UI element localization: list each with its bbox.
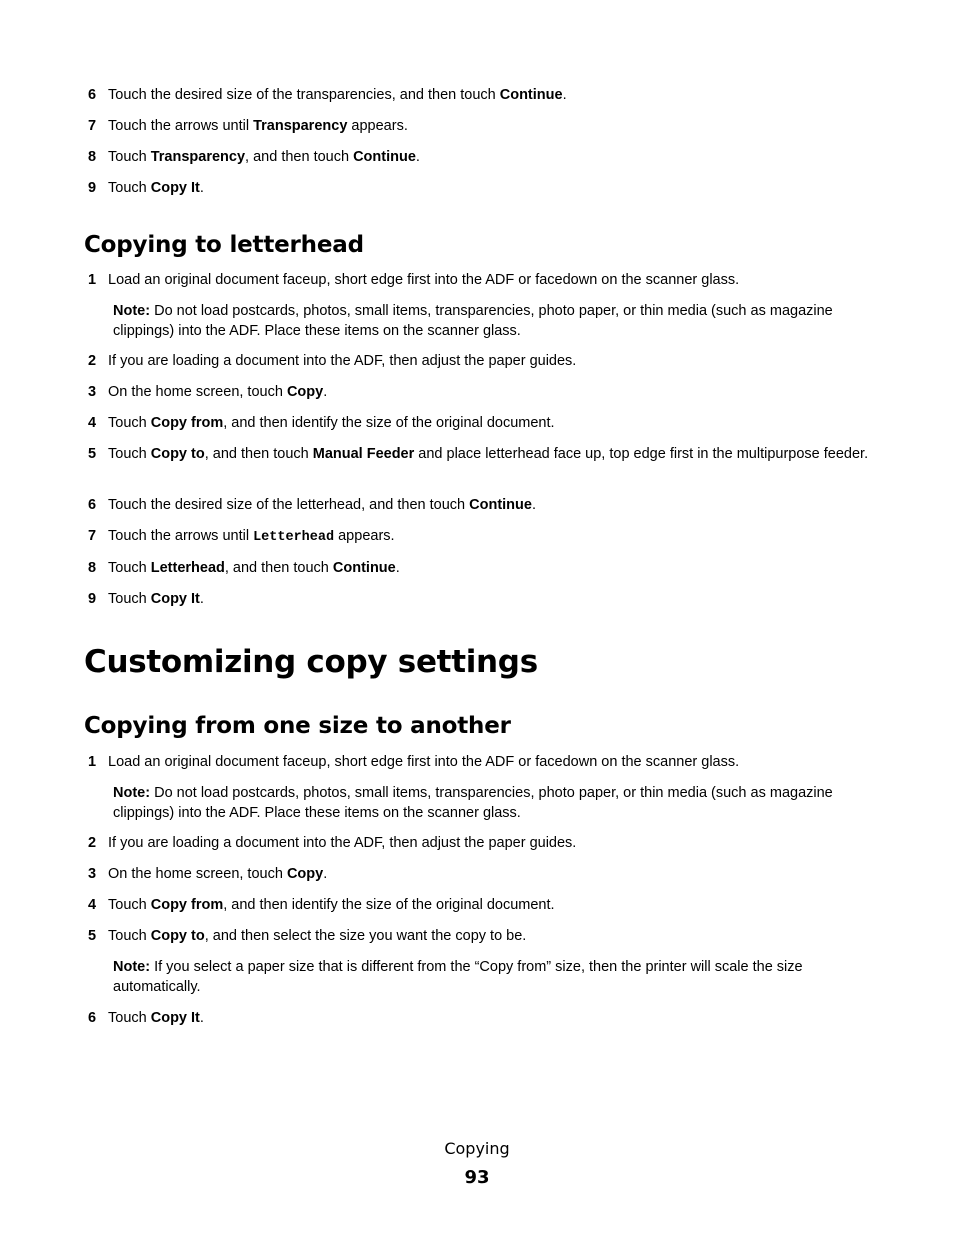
note: Note: Do not load postcards, photos, small items, transparencies, photo paper, or thin media (such as magazine clippings) into the ADF. Place these items on the scanner glass. [113, 785, 833, 821]
step-item: 3 On the home screen, touch Copy. [88, 866, 328, 882]
step-item: 9 Touch Copy It. [88, 591, 204, 607]
note: Note: Do not load postcards, photos, small items, transparencies, photo paper, or thin media (such as magazine clippings) into the ADF. Place these items on the scanner glass. [113, 303, 833, 339]
step-item: 2 If you are loading a document into the ADF, then adjust the paper guides. [88, 835, 577, 851]
step-item: 2 If you are loading a document into the ADF, then adjust the paper guides. [88, 353, 577, 369]
step-item: 5 Touch Copy to, and then touch Manual Feeder and place letterhead face up, top edge first in the multipurpose feeder. [88, 446, 869, 462]
step-item: 6 Touch the desired size of the transparencies, and then touch Continue. [88, 87, 567, 103]
step-item: 9 Touch Copy It. [88, 180, 204, 196]
chapter-heading: Customizing copy settings [84, 644, 538, 680]
step-item: 6 Touch the desired size of the letterhead, and then touch Continue. [88, 497, 536, 513]
footer-section-label: Copying [444, 1139, 510, 1158]
step-item: 8 Touch Letterhead, and then touch Continue. [88, 560, 400, 576]
step-item: 8 Touch Transparency, and then touch Continue. [88, 149, 420, 165]
step-item: 4 Touch Copy from, and then identify the size of the original document. [88, 897, 555, 913]
step-item: 1 Load an original document faceup, short edge first into the ADF or facedown on the scanner glass. [88, 754, 740, 770]
section-heading: Copying to letterhead [84, 232, 364, 258]
step-item: 7 Touch the arrows until Transparency appears. [88, 118, 408, 134]
step-item: 5 Touch Copy to, and then select the size you want the copy to be. [88, 928, 527, 944]
step-item: 6 Touch Copy It. [88, 1010, 204, 1026]
page-number: 93 [464, 1167, 490, 1188]
step-item: 1 Load an original document faceup, short edge first into the ADF or facedown on the scanner glass. [88, 272, 740, 288]
note: Note: If you select a paper size that is different from the “Copy from” size, then the printer will scale the size automatically. [113, 959, 803, 995]
step-item: 7 Touch the arrows until Letterhead appears. [88, 528, 395, 545]
step-item: 4 Touch Copy from, and then identify the size of the original document. [88, 415, 555, 431]
section-heading: Copying from one size to another [84, 713, 511, 739]
step-item: 3 On the home screen, touch Copy. [88, 384, 328, 400]
